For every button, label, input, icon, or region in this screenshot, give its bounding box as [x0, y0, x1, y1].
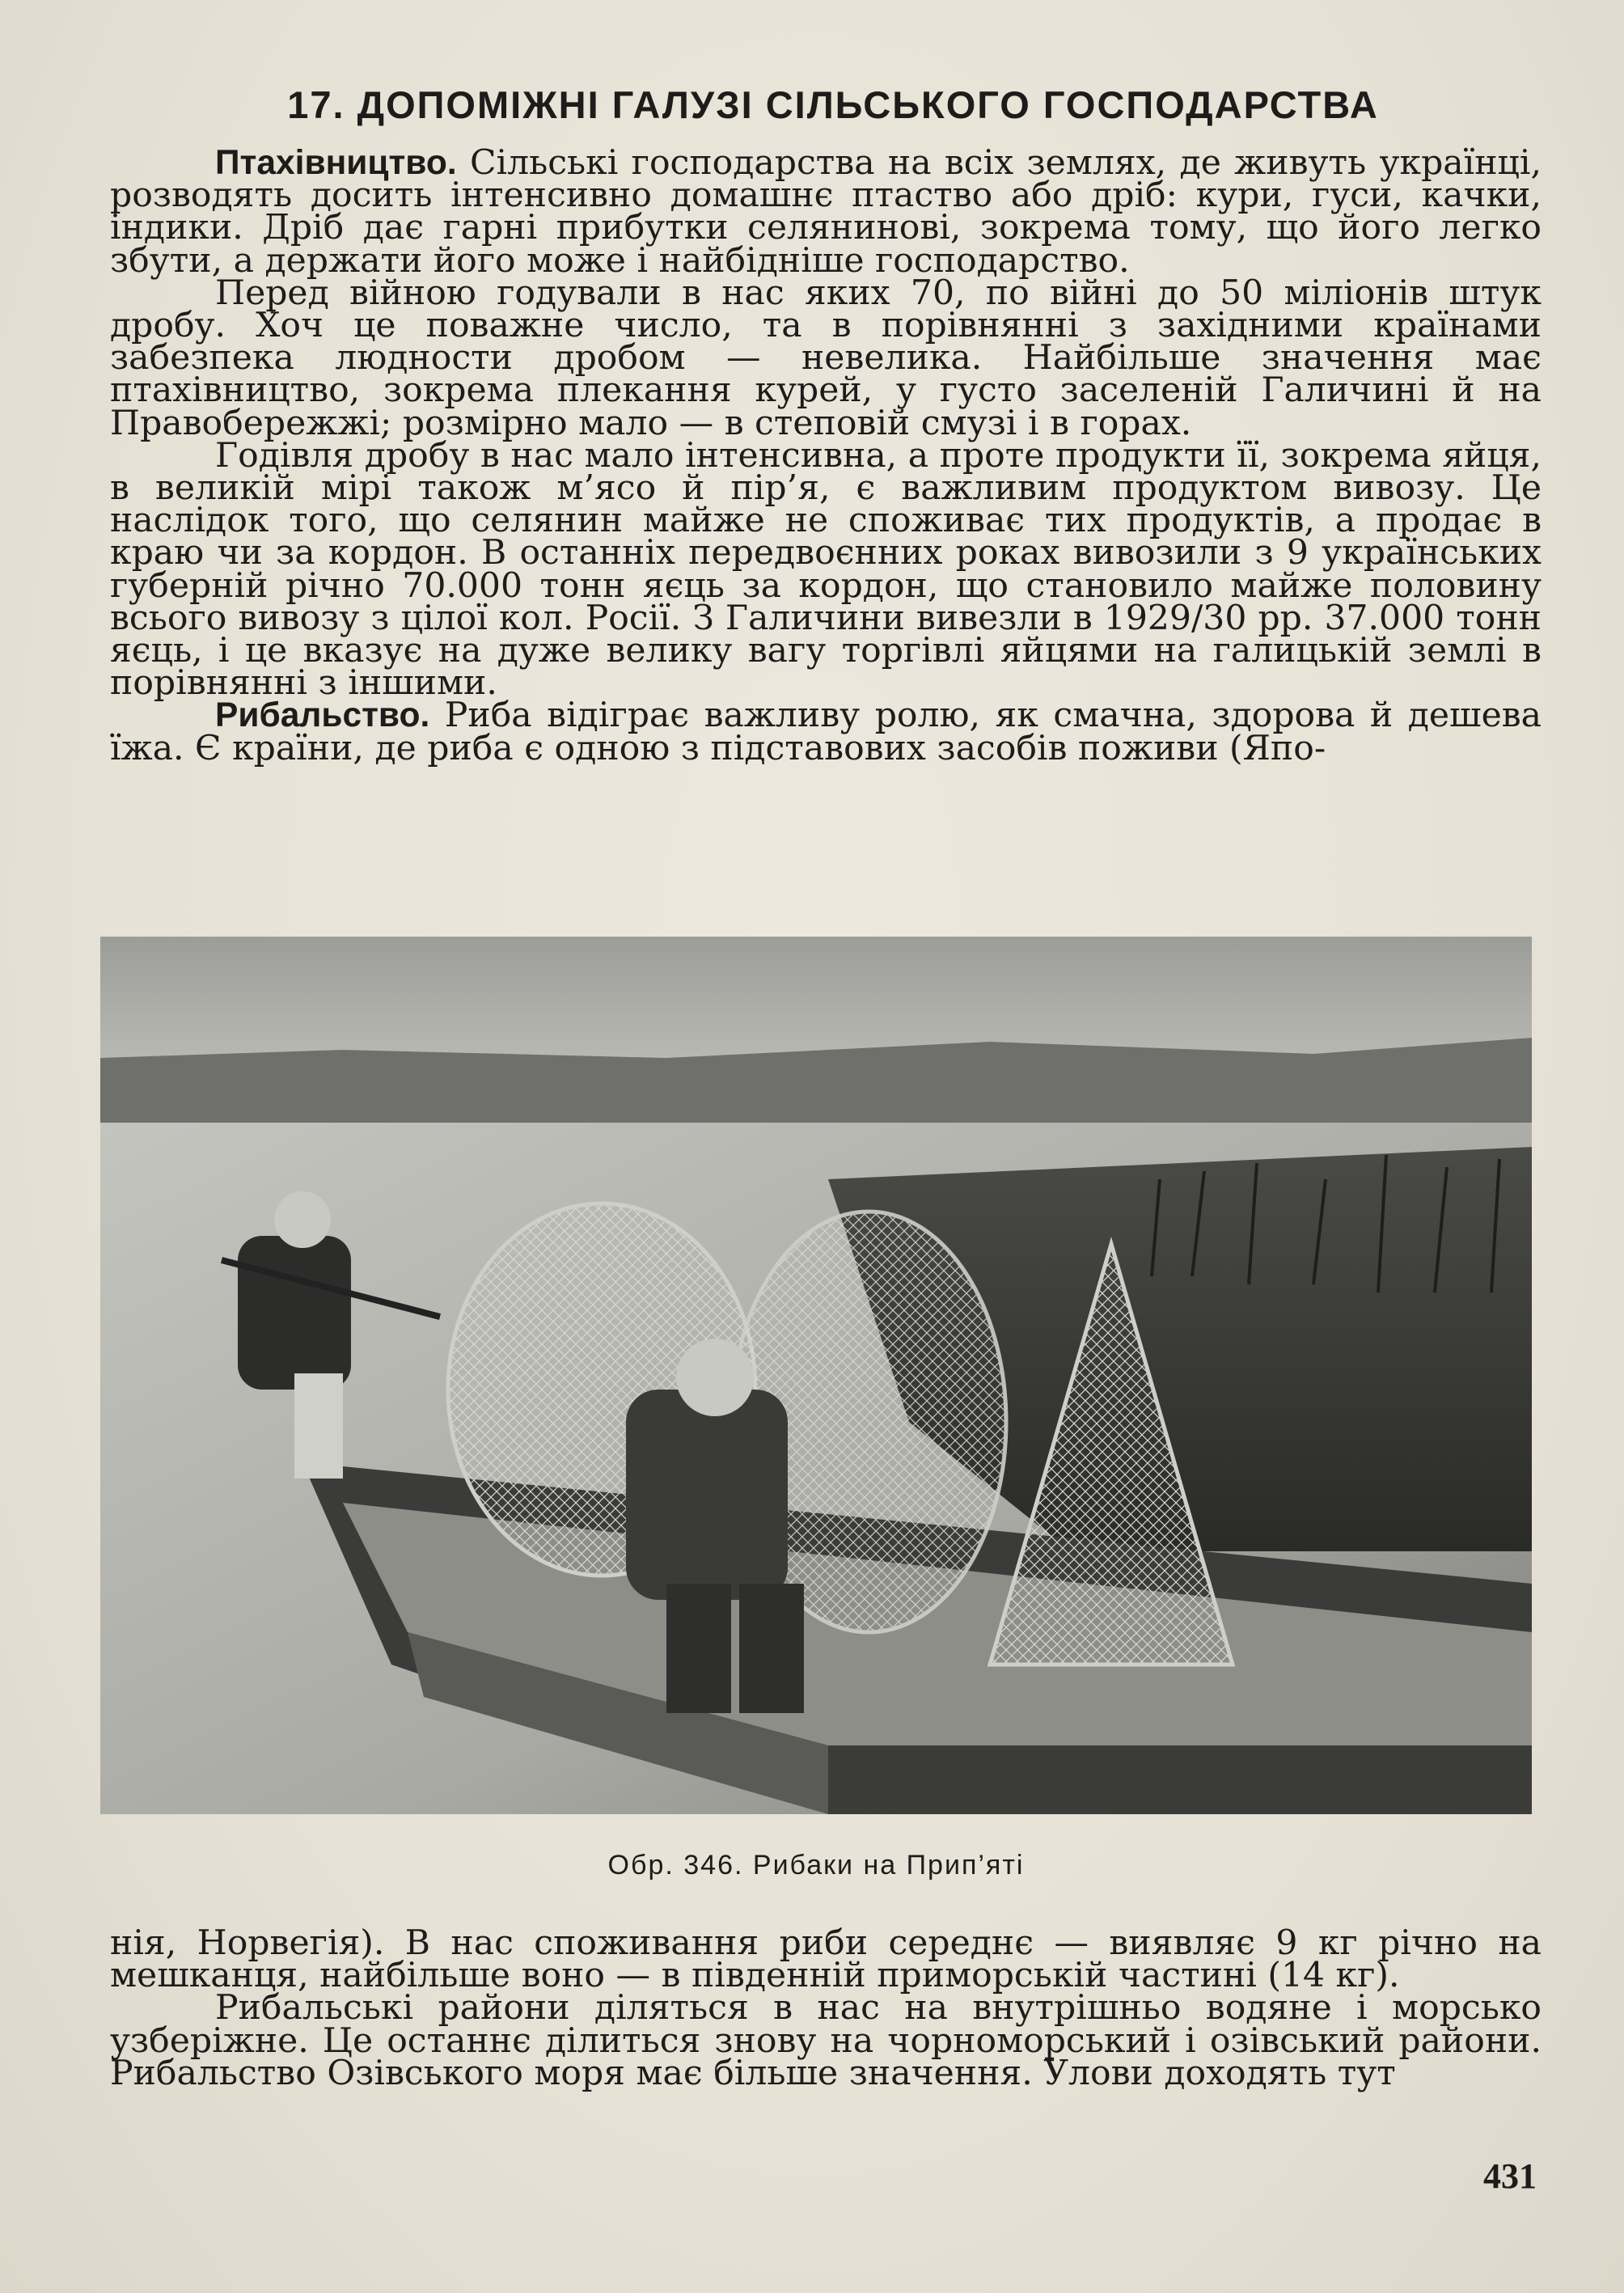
paragraph-text: Риба відіграє важливу ролю, як смачна, здорова й дешева їжа. Є країни, де риба є одною з підставових засобів поживи (Япо- — [110, 696, 1542, 768]
figure-caption: Обр. 346. Рибаки на Прип’яті — [607, 1850, 1025, 1881]
paragraph-text: Перед війною годували в нас яких 70, по війні до 50 міліонів штук дробу. Хоч це поважне число, та в порівнянні з західними країнами забезпека людности дробом — невелика. Найбільше значення має птахівництво, зокрема плекання курей, у густо заселеній Галичині й на Правобережжі; розмірно мало — в степовій смузі і в горах. — [110, 273, 1542, 443]
paragraph-poultry — [110, 143, 1542, 281]
paragraph-text: Рибальські райони діляться в нас на внутрішньо водяне і морсько узберіжне. Це останнє ділиться знову на чорноморський і озівський райони. Рибальство Озівського моря має більше значення. Улови доходять тут — [110, 1988, 1542, 2093]
paragraph-fishing-regions — [110, 1988, 1542, 2093]
run-in-heading-poultry: Птахівництво. — [215, 144, 457, 182]
paragraph-poultry-numbers — [110, 273, 1542, 443]
paragraph-fishing-continued — [110, 1923, 1542, 1996]
body-text-bottom — [110, 1923, 1542, 2093]
run-in-heading-fishing: Рибальство. — [215, 696, 430, 735]
paragraph-poultry-export — [110, 435, 1542, 704]
body-text-top — [110, 143, 1542, 768]
paragraph-text: Сільські господарства на всіх землях, де живуть українці, розводять досить інтенсивно домашнє птаство або дріб: кури, гуси, качки, індики. Дріб дає гарні прибутки селянинові, зокрема тому, що його легко збути, а держати його може і найбідніше господарство. — [110, 143, 1542, 281]
page-number: 431 — [1483, 2156, 1537, 2196]
paragraph-fishing — [110, 696, 1542, 768]
figure-photo-fishermen — [100, 937, 1532, 1814]
paragraph-text: нія, Норвегія). В нас споживання риби середнє — виявляє 9 кг річно на мешканця, найбільше воно — в південній приморській частині (14 кг). — [110, 1923, 1542, 1996]
paragraph-text: Годівля дробу в нас мало інтенсивна, а проте продукти її, зокрема яйця, в великій мірі також м’ясо й пір’я, є важливим продуктом вивозу. Це наслідок того, що селянин майже не споживає тих продуктів, а продає в краю чи за кордон. В останніх передвоєнних роках вивозили з 9 українських губерній річно 70.000 тонн яєць за кордон, що становило майже половину всього вивозу з цілої кол. Росії. З Галичини вивезли в 1929/30 рр. 37.000 тонн яєць, і це вказує на дуже велику вагу торгівлі яйцями на галицькій землі в порівнянні з іншими. — [110, 435, 1542, 704]
chapter-heading: 17. ДОПОМІЖНІ ГАЛУЗІ СІЛЬСЬКОГО ГОСПОДАРСТВА — [287, 83, 1379, 126]
